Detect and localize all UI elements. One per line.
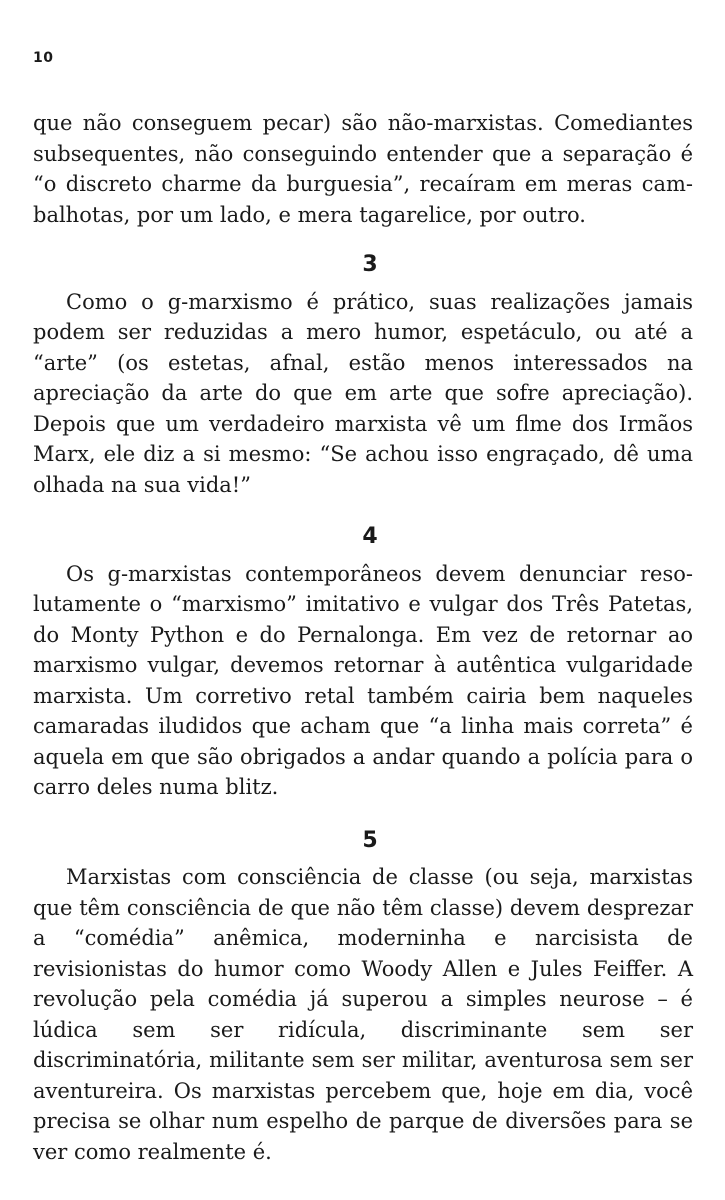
section-heading-5: 5 xyxy=(362,827,378,853)
paragraph-section-5: Marxistas com consciência de classe (ou seja, marxistas que têm consciência de que não têm classe) devem desprezar a “comédia” anêmica, moderninha e narcisista de revisionistas do humor como Woody Allen e Jules Feiffer. A revolução pela comédia já superou a simples neurose – é lúdica sem ser ridícula, discriminante sem ser discriminatória, militante sem ser militar, aventurosa sem ser aventureira. Os marxistas percebem que, hoje em dia, você precisa se olhar num espelho de parque de diversões para se ver como realmente é. xyxy=(33,865,693,1164)
paragraph-section-4: Os g-marxistas contemporâneos devem denunciar resolutamente o “marxismo” imitativo e vulgar dos Três Patetas, do Monty Python e do Pernalonga. Em vez de retornar ao marxismo vulgar, devemos retornar à autêntica vulgaridade marxista. Um corretivo retal também cairia bem naqueles camaradas iludidos que acham que “a linha mais correta” é aquela em que são obrigados a andar quando a polícia para o carro deles numa blitz. xyxy=(33,561,693,799)
paragraph-section-3: Como o g-marxismo é prático, suas realizações jamais podem ser reduzidas a mero humor, espetáculo, ou até a “arte” (os estetas, afnal, estão menos interessados na apreciação da arte do que em arte que sofre apreciação). Depois que um verdadeiro marxista vê um flme dos Irmãos Marx, ele diz a si mesmo: “Se achou isso engraçado, dê uma olhada na sua vida!” xyxy=(33,289,693,497)
paragraph-continuation: que não conseguem pecar) são não-marxistas. Comediantes subsequentes, não conseguindo entender que a separação é “o discreto charme da burguesia”, recaíram em meras cambalhotas, por um lado, e mera tagarelice, por outro. xyxy=(33,111,693,227)
page-body xyxy=(33,108,693,1167)
section-heading-3: 3 xyxy=(362,252,378,277)
section-heading-4: 4 xyxy=(362,524,378,549)
page-number: 10 xyxy=(33,50,54,66)
